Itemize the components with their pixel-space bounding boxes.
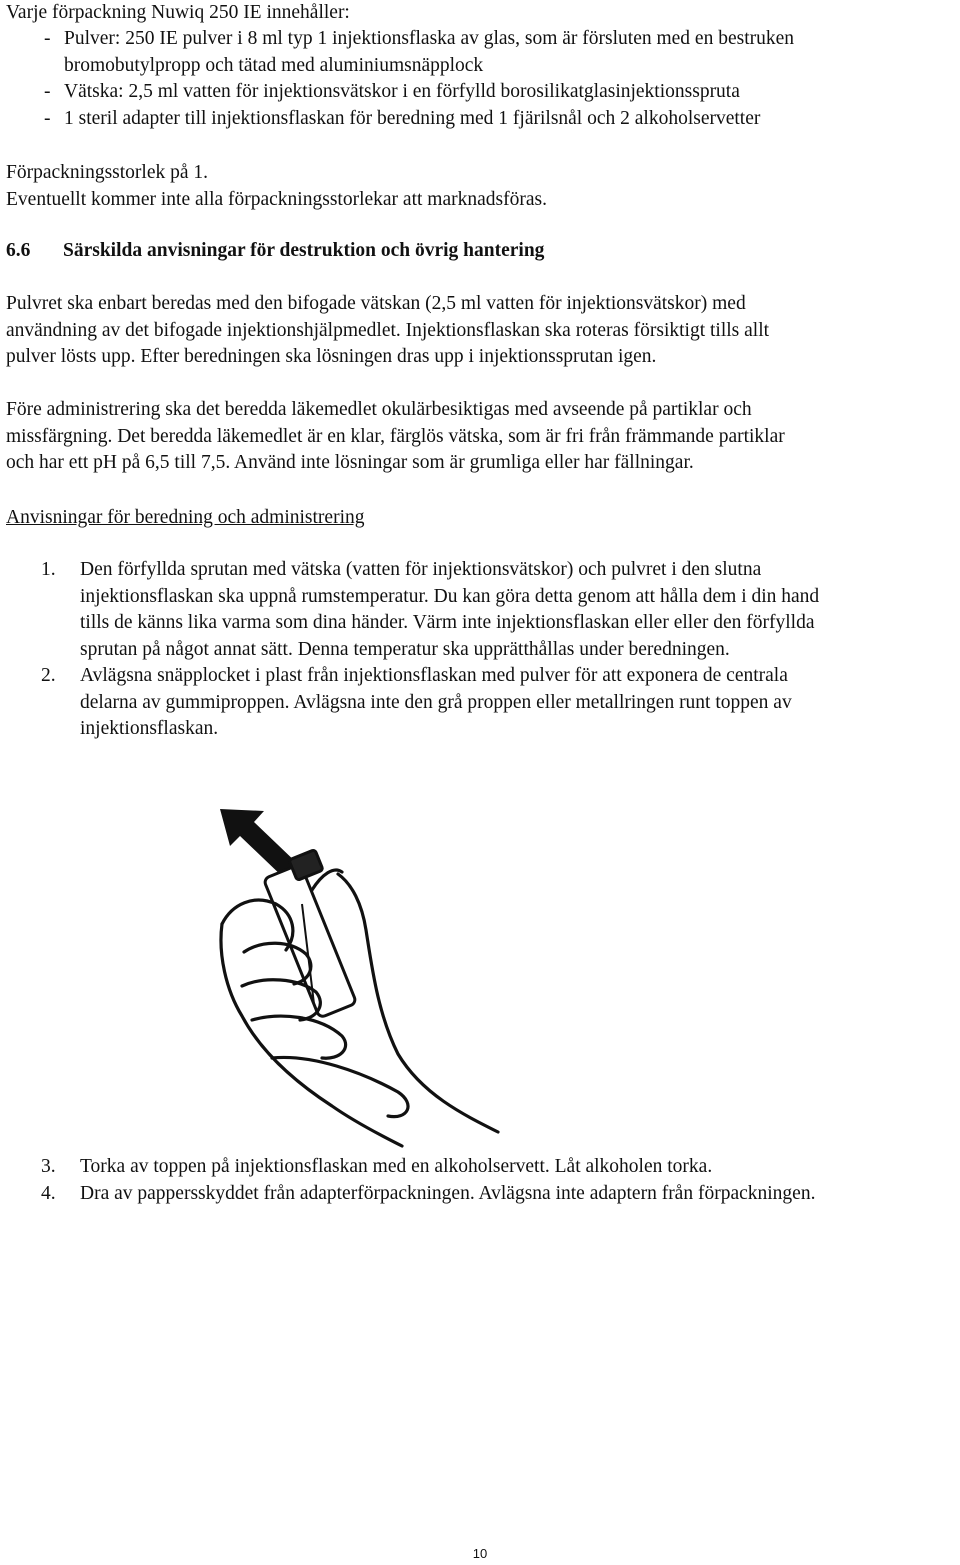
instruction-step-4 [6, 1181, 954, 1208]
instruction-step-3 [6, 1154, 954, 1181]
instruction-step-2 [6, 663, 954, 743]
paragraph-line: Pulvret ska enbart beredas med den bifogade vätskan (2,5 ml vatten för injektionsvätskor) med [6, 293, 746, 314]
instruction-steps-continued [6, 1154, 954, 1207]
step-line: delarna av gummiproppen. Avlägsna inte den grå proppen eller metallringen runt toppen av [80, 691, 792, 713]
list-item [44, 79, 794, 106]
step-line: injektionsflaskan ska uppnå rumstemperatur. Du kan göra detta genom att hålla dem i din hand [80, 585, 820, 607]
list-item-line: bromobutylpropp och tätad med aluminiumsnäpplock [64, 54, 484, 76]
step-line: Dra av pappersskyddet från adapterförpackningen. Avlägsna inte adaptern från förpackningen. [80, 1182, 816, 1204]
paragraph-line: användning av det bifogade injektionshjälpmedlet. Injektionsflaskan ska roteras försiktigt tills allt [6, 319, 770, 341]
package-contents-list [44, 26, 794, 132]
step-number: 2. [41, 665, 56, 686]
section-number: 6.6 [6, 240, 31, 261]
paragraph-reconstitution [6, 291, 769, 371]
step-line: Avlägsna snäpplocket i plast från injektionsflaskan med pulver för att exponera de centrala [80, 665, 788, 686]
paragraph-inspection [6, 397, 785, 477]
instruction-steps [6, 557, 954, 743]
instructions-heading: Anvisningar för beredning och administrering [6, 507, 365, 528]
list-item-line: 1 steril adapter till injektionsflaskan för beredning med 1 fjärilsnål och 2 alkoholservetter [64, 107, 761, 129]
paragraph-line: Före administrering ska det beredda läkemedlet okulärbesiktigas med avseende på partiklar och [6, 399, 752, 420]
step-number: 3. [41, 1156, 56, 1177]
section-title: Särskilda anvisningar för destruktion och övrig hantering [63, 240, 545, 261]
package-contents-title: Varje förpackning Nuwiq 250 IE innehåller: [6, 2, 350, 23]
section-heading [6, 238, 544, 265]
package-size-text: Förpackningsstorlek på 1. [6, 162, 209, 183]
package-note-text: Eventuellt kommer inte alla förpackningsstorlekar att marknadsföras. [6, 189, 547, 210]
list-item [44, 106, 794, 133]
step-line: Den förfyllda sprutan med vätska (vatten för injektionsvätskor) och pulvret i den slutna [80, 559, 762, 580]
step-line: sprutan på något annat sätt. Denna temperatur ska upprätthållas under beredningen. [80, 638, 730, 660]
step-line: tills de känns lika varma som dina händer. Värm inte injektionsflaskan eller eller den förfyllda [80, 612, 815, 633]
hand-vial-illustration [202, 754, 502, 1149]
paragraph-line: och har ett pH på 6,5 till 7,5. Använd inte lösningar som är grumliga eller har fällningar. [6, 452, 694, 473]
vial-icon [263, 850, 356, 1018]
step-line: Torka av toppen på injektionsflaskan med en alkoholservett. Låt alkoholen torka. [80, 1156, 713, 1177]
paragraph-line: missfärgning. Det beredda läkemedlet är en klar, färglös vätska, som är fri från främmande partiklar [6, 425, 785, 447]
list-item [44, 26, 794, 79]
paragraph-line: pulver lösts upp. Efter beredningen ska lösningen dras upp i injektionssprutan igen. [6, 346, 657, 367]
step-line: injektionsflaskan. [80, 718, 219, 739]
page-number: 10 [472, 1546, 488, 1561]
list-dash: - [44, 107, 51, 129]
list-item-line: Vätska: 2,5 ml vatten för injektionsvätskor i en förfylld borosilikatglasinjektionsspruta [64, 81, 740, 102]
hand-icon [221, 870, 498, 1146]
step-number: 4. [41, 1182, 56, 1204]
list-item-line: Pulver: 250 IE pulver i 8 ml typ 1 injektionsflaska av glas, som är försluten med en bestruken [64, 28, 795, 49]
step-number: 1. [41, 559, 56, 580]
instruction-step-1 [6, 557, 954, 663]
list-dash: - [44, 28, 51, 49]
list-dash: - [44, 81, 51, 102]
